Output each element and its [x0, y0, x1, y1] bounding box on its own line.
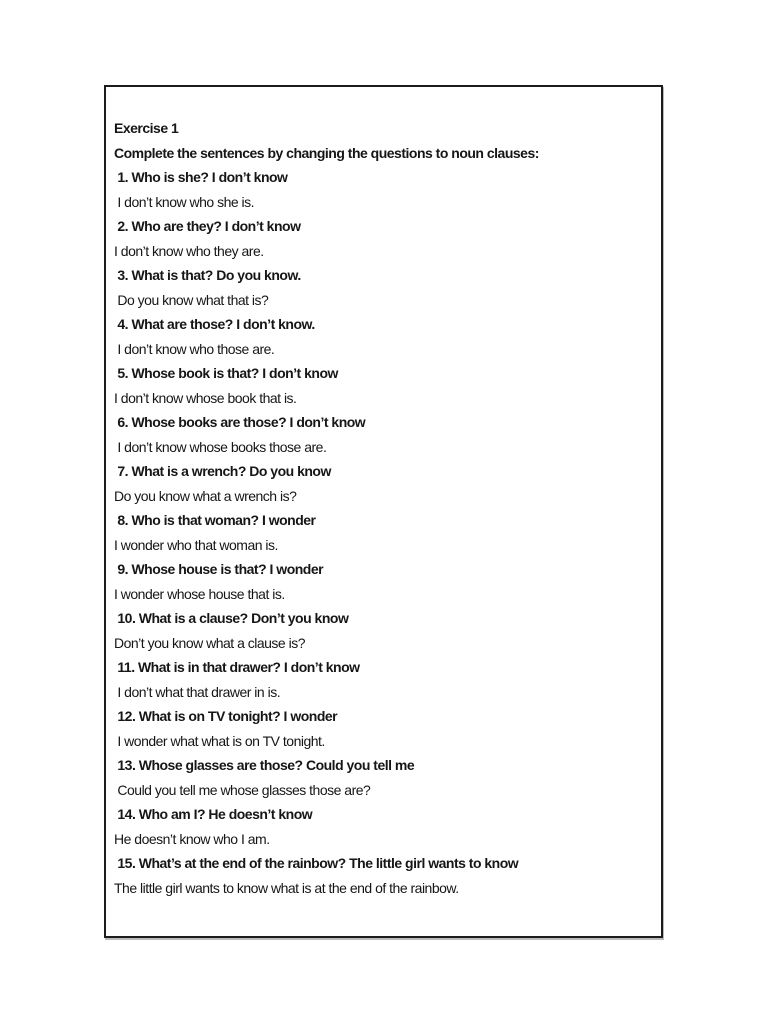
answer-line-4: I don’t know who those are.	[114, 340, 275, 357]
answer-line-13: Could you tell me whose glasses those are?	[114, 781, 371, 798]
answer-line-8: I wonder who that woman is.	[114, 536, 278, 553]
exercise-title: Exercise 1	[114, 120, 179, 136]
question-line-1: 1. Who is she? I don’t know	[114, 169, 288, 185]
question-line-12: 12. What is on TV tonight? I wonder	[114, 708, 338, 724]
question-line-2: 2. Who are they? I don’t know	[114, 218, 301, 234]
answer-line-5: I don’t know whose book that is.	[114, 389, 297, 406]
question-line-4: 4. What are those? I don’t know.	[114, 316, 315, 332]
answer-line-15: The little girl wants to know what is at the end of the rainbow.	[114, 879, 459, 896]
answer-line-11: I don’t what that drawer in is.	[114, 683, 281, 700]
question-line-14: 14. Who am I? He doesn’t know	[114, 806, 313, 822]
question-line-7: 7. What is a wrench? Do you know	[114, 463, 331, 479]
answer-line-3: Do you know what that is?	[114, 291, 269, 308]
answer-line-6: I don’t know whose books those are.	[114, 438, 327, 455]
question-line-3: 3. What is that? Do you know.	[114, 267, 301, 283]
question-line-9: 9. Whose house is that? I wonder	[114, 561, 324, 577]
exercise-instructions: Complete the sentences by changing the questions to noun clauses:	[114, 144, 539, 161]
question-line-8: 8. Who is that woman? I wonder	[114, 512, 316, 528]
question-line-11: 11. What is in that drawer? I don’t know	[114, 659, 360, 675]
answer-line-2: I don’t know who they are.	[114, 242, 264, 259]
answer-line-14: He doesn’t know who I am.	[114, 830, 270, 847]
question-line-13: 13. Whose glasses are those? Could you tell me	[114, 757, 415, 773]
answer-line-9: I wonder whose house that is.	[114, 585, 285, 602]
question-line-15: 15. What’s at the end of the rainbow? The little girl wants to know	[114, 855, 519, 871]
question-line-6: 6. Whose books are those? I don’t know	[114, 414, 366, 430]
answer-line-10: Don’t you know what a clause is?	[114, 634, 305, 651]
answer-line-12: I wonder what what is on TV tonight.	[114, 732, 325, 749]
answer-line-1: I don’t know who she is.	[114, 193, 255, 210]
question-line-5: 5. Whose book is that? I don’t know	[114, 365, 338, 381]
answer-line-7: Do you know what a wrench is?	[114, 487, 297, 504]
question-line-10: 10. What is a clause? Don’t you know	[114, 610, 349, 626]
document-page	[104, 85, 663, 938]
